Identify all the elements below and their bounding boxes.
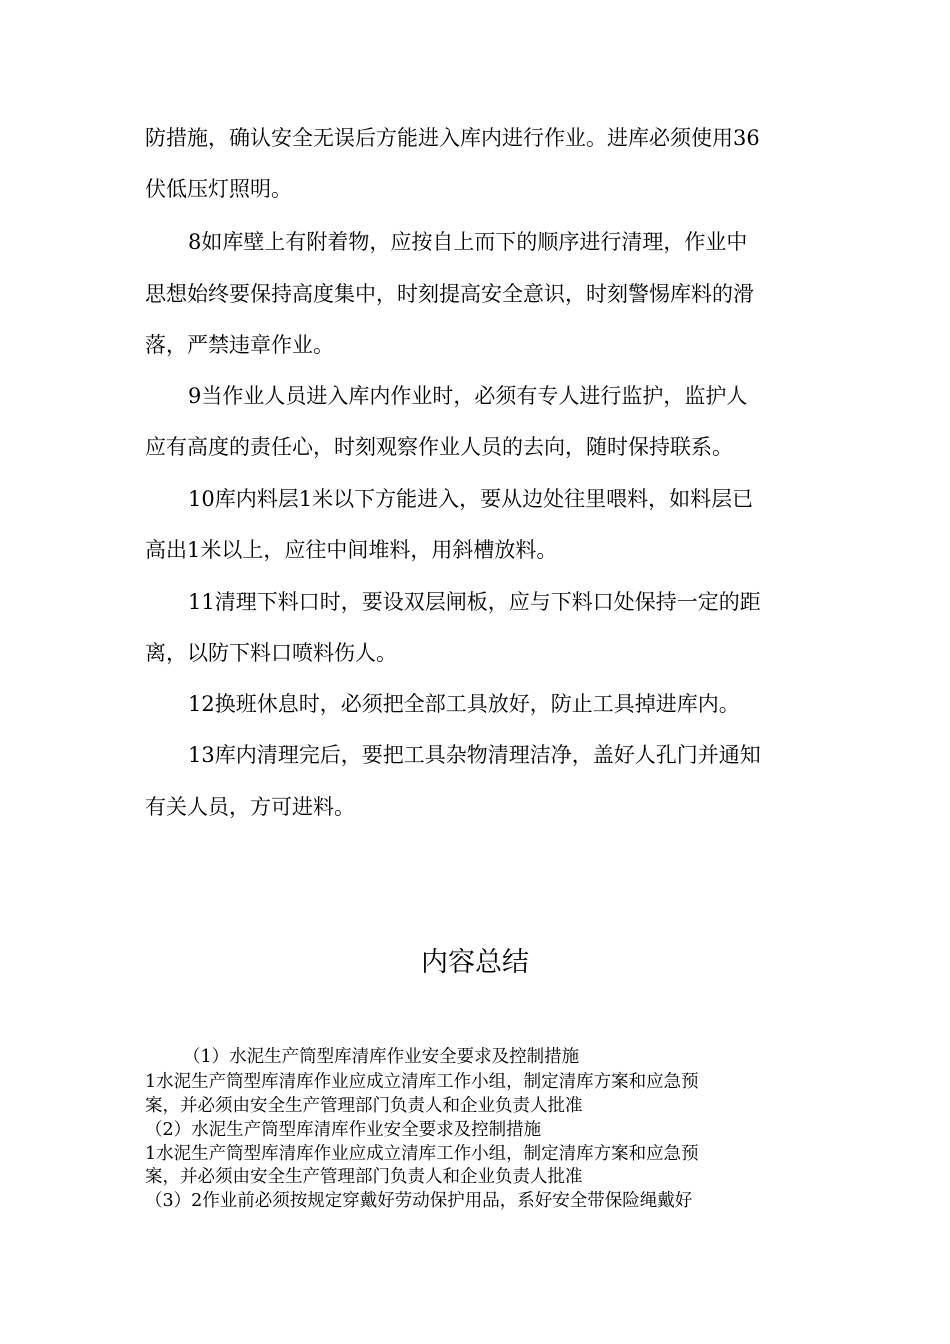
paragraph-10-line: 10库内料层1米以下方能进入，要从边处往里喂料，如料层已 [188, 487, 754, 511]
body-line: 离，以防下料口喷料伤人。 [145, 641, 397, 665]
summary-line: （3）2作业前必须按规定穿戴好劳动保护用品，系好安全带保险绳戴好 [145, 1191, 693, 1211]
summary-title: 内容总结 [421, 947, 529, 978]
body-line: 防措施，确认安全无误后方能进入库内进行作业。进库必须使用36 [145, 126, 760, 150]
body-line: 伏低压灯照明。 [145, 177, 292, 201]
body-line: 高出1米以上，应往中间堆料，用斜槽放料。 [145, 538, 558, 562]
body-line: 应有高度的责任心，时刻观察作业人员的去向，随时保持联系。 [145, 435, 733, 459]
paragraph-12-line: 12换班休息时，必须把全部工具放好，防止工具掉进库内。 [188, 692, 740, 716]
body-line: 落，严禁违章作业。 [145, 333, 334, 357]
body-line: 有关人员，方可进料。 [145, 795, 355, 819]
summary-line: （1）水泥生产筒型库清库作业安全要求及控制措施 [183, 1047, 580, 1067]
summary-line: 1水泥生产筒型库清库作业应成立清库工作小组，制定清库方案和应急预 [145, 1144, 699, 1164]
body-line: 思想始终要保持高度集中，时刻提高安全意识，时刻警惕库料的滑 [145, 282, 754, 306]
paragraph-9-line: 9当作业人员进入库内作业时，必须有专人进行监护，监护人 [188, 384, 748, 408]
summary-line: （2）水泥生产筒型库清库作业安全要求及控制措施 [145, 1120, 542, 1140]
paragraph-13-line: 13库内清理完后，要把工具杂物清理洁净，盖好人孔门并通知 [188, 743, 761, 767]
paragraph-8-line: 8如库壁上有附着物，应按自上而下的顺序进行清理，作业中 [188, 230, 748, 254]
summary-line: 案，并必须由安全生产管理部门负责人和企业负责人批准 [145, 1167, 583, 1187]
summary-line: 案，并必须由安全生产管理部门负责人和企业负责人批准 [145, 1096, 583, 1116]
paragraph-11-line: 11清理下料口时，要设双层闸板，应与下料口处保持一定的距 [188, 590, 761, 614]
summary-line: 1水泥生产筒型库清库作业应成立清库工作小组，制定清库方案和应急预 [145, 1072, 699, 1092]
